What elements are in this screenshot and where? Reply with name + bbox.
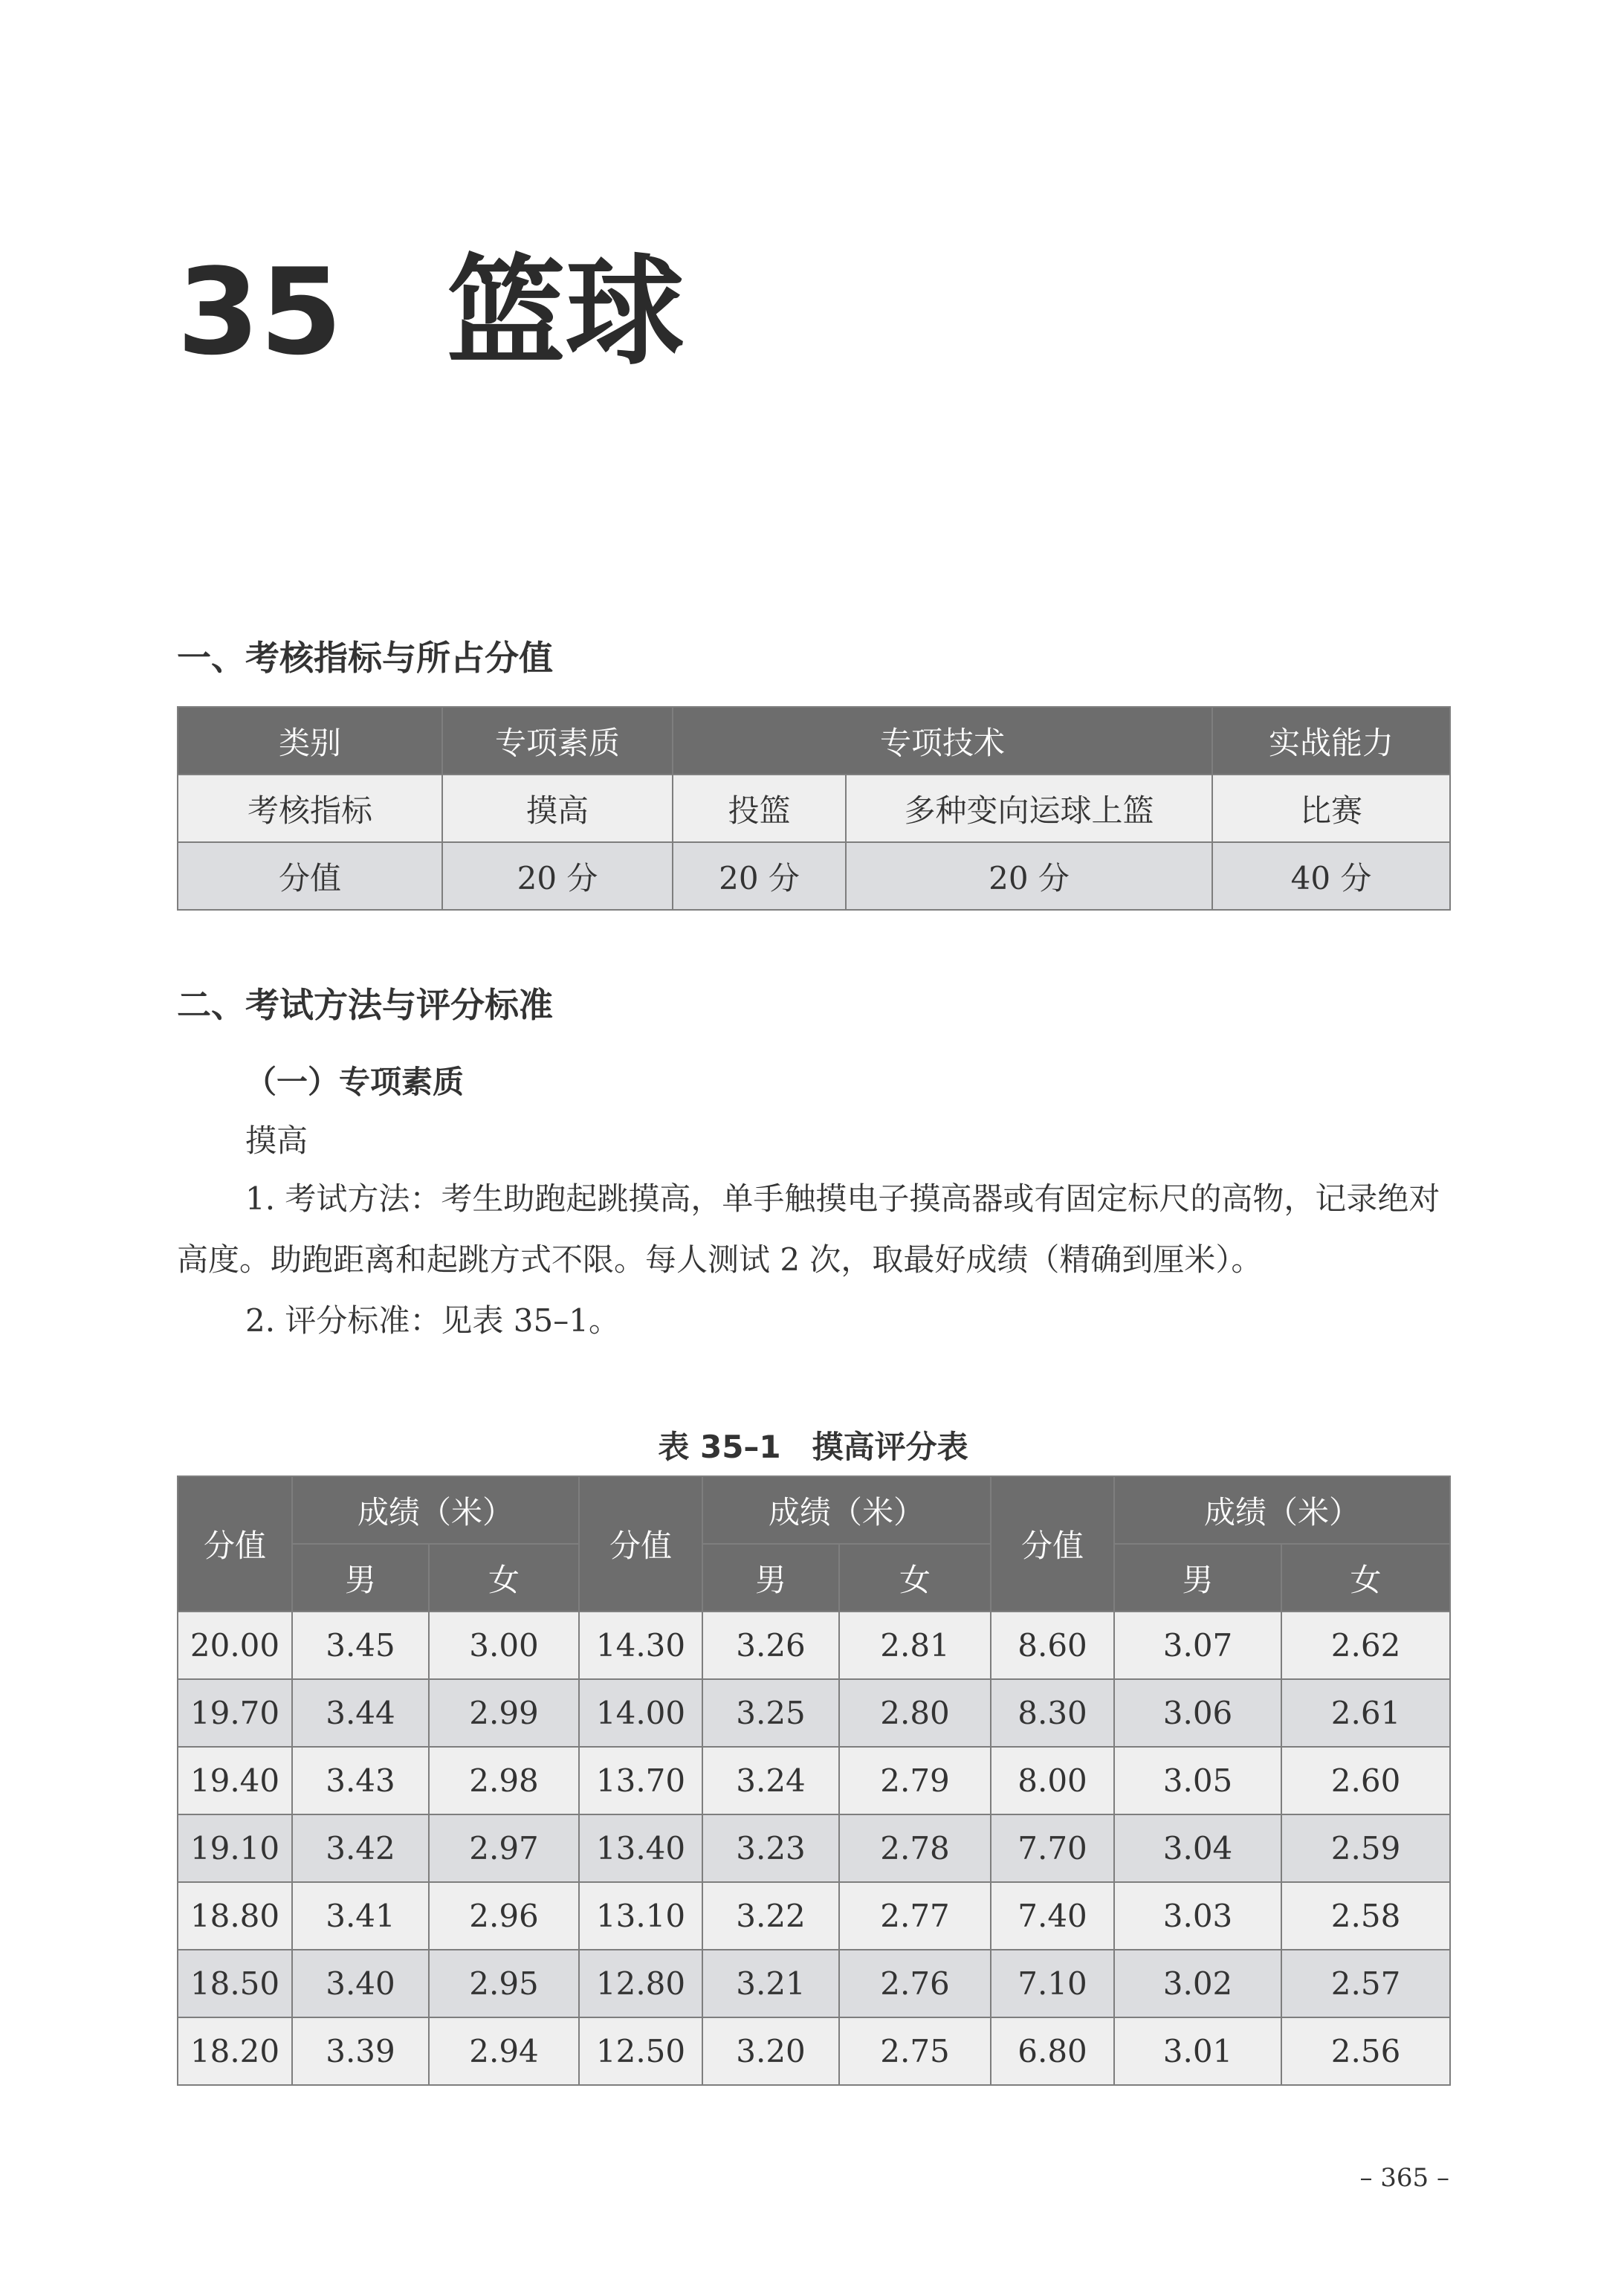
table-cell: 13.70	[579, 1747, 702, 1814]
table-cell: 18.80	[178, 1882, 292, 1950]
table-cell: 7.10	[991, 1950, 1114, 2017]
table-cell: 2.59	[1281, 1814, 1450, 1882]
table-cell: 18.50	[178, 1950, 292, 2017]
header-female: 女	[1281, 1544, 1450, 1612]
header-category: 类别	[178, 707, 442, 775]
indicator-row	[178, 775, 1450, 842]
table-cell: 13.40	[579, 1814, 702, 1882]
subsection-heading: （一）专项素质	[245, 1064, 465, 1100]
header-score: 分值	[991, 1476, 1114, 1612]
table-row	[178, 1679, 1450, 1747]
table-cell: 2.76	[839, 1950, 991, 2017]
table-cell: 3.02	[1114, 1950, 1281, 2017]
table-cell: 3.24	[702, 1747, 839, 1814]
table-cell: 2.99	[429, 1679, 579, 1747]
table-cell: 8.00	[991, 1747, 1114, 1814]
table-cell: 7.40	[991, 1882, 1114, 1950]
table-cell: 比赛	[1212, 775, 1450, 842]
table-cell: 2.56	[1281, 2017, 1450, 2085]
section-heading-methods: 二、考试方法与评分标准	[177, 985, 553, 1025]
header-male: 男	[1114, 1544, 1281, 1612]
table-cell: 19.10	[178, 1814, 292, 1882]
chapter-number: 35	[177, 242, 343, 381]
header-result: 成绩（米）	[1114, 1476, 1450, 1544]
table-row	[178, 2017, 1450, 2085]
score-row	[178, 842, 1450, 910]
table-cell: 2.79	[839, 1747, 991, 1814]
table-cell: 摸高	[442, 775, 673, 842]
table-cell: 8.60	[991, 1612, 1114, 1679]
score-table-header-row-2	[178, 1544, 1450, 1612]
table-caption: 表 35–1 摸高评分表	[658, 1429, 968, 1465]
table-cell: 2.98	[429, 1747, 579, 1814]
method-paragraph: 1. 考试方法：考生助跑起跳摸高，单手触摸电子摸高器或有固定标尺的高物，记录绝对高度。助跑距离和起跳方式不限。每人测试 2 次，取最好成绩（精确到厘米）。	[177, 1180, 1440, 1278]
table-cell: 考核指标	[178, 775, 442, 842]
table-cell: 2.60	[1281, 1747, 1450, 1814]
table-cell: 14.30	[579, 1612, 702, 1679]
table-cell: 8.30	[991, 1679, 1114, 1747]
header-result: 成绩（米）	[292, 1476, 579, 1544]
table-cell: 多种变向运球上篮	[846, 775, 1212, 842]
table-row	[178, 1747, 1450, 1814]
standard-paragraph: 2. 评分标准：见表 35–1。	[245, 1302, 620, 1339]
table-cell: 2.81	[839, 1612, 991, 1679]
header-combat-ability: 实战能力	[1212, 707, 1450, 775]
header-special-quality: 专项素质	[442, 707, 673, 775]
header-female: 女	[839, 1544, 991, 1612]
table-cell: 2.97	[429, 1814, 579, 1882]
table-row	[178, 1882, 1450, 1950]
table-cell: 3.40	[292, 1950, 429, 2017]
table-cell: 20 分	[673, 842, 846, 910]
table-cell: 3.26	[702, 1612, 839, 1679]
table-cell: 3.20	[702, 2017, 839, 2085]
table-row	[178, 1612, 1450, 1679]
header-male: 男	[292, 1544, 429, 1612]
header-result: 成绩（米）	[702, 1476, 991, 1544]
table-cell: 3.05	[1114, 1747, 1281, 1814]
table-cell: 3.00	[429, 1612, 579, 1679]
table-cell: 13.10	[579, 1882, 702, 1950]
header-female: 女	[429, 1544, 579, 1612]
table-cell: 3.41	[292, 1882, 429, 1950]
header-male: 男	[702, 1544, 839, 1612]
table-row	[178, 1950, 1450, 2017]
indicator-table-header	[178, 707, 1450, 775]
table-cell: 3.45	[292, 1612, 429, 1679]
table-cell: 19.40	[178, 1747, 292, 1814]
table-cell: 3.43	[292, 1747, 429, 1814]
table-cell: 3.04	[1114, 1814, 1281, 1882]
score-table-header-row-1	[178, 1476, 1450, 1544]
table-cell: 3.44	[292, 1679, 429, 1747]
table-cell: 19.70	[178, 1679, 292, 1747]
table-cell: 3.25	[702, 1679, 839, 1747]
table-cell: 20.00	[178, 1612, 292, 1679]
touch-height-score-table	[177, 1475, 1451, 2086]
table-cell: 7.70	[991, 1814, 1114, 1882]
table-cell: 20 分	[442, 842, 673, 910]
header-score: 分值	[579, 1476, 702, 1612]
table-cell: 6.80	[991, 2017, 1114, 2085]
table-cell: 3.06	[1114, 1679, 1281, 1747]
header-score: 分值	[178, 1476, 292, 1612]
table-cell: 2.61	[1281, 1679, 1450, 1747]
table-cell: 14.00	[579, 1679, 702, 1747]
chapter-name: 篮球	[446, 242, 685, 381]
table-cell: 20 分	[846, 842, 1212, 910]
indicator-table	[177, 706, 1451, 911]
table-cell: 3.21	[702, 1950, 839, 2017]
table-cell: 3.07	[1114, 1612, 1281, 1679]
table-cell: 3.01	[1114, 2017, 1281, 2085]
table-cell: 投篮	[673, 775, 846, 842]
section-heading-indicators: 一、考核指标与所占分值	[177, 638, 553, 678]
table-cell: 12.80	[579, 1950, 702, 2017]
table-cell: 2.95	[429, 1950, 579, 2017]
table-cell: 2.58	[1281, 1882, 1450, 1950]
table-cell: 2.78	[839, 1814, 991, 1882]
table-cell: 3.42	[292, 1814, 429, 1882]
table-row	[178, 1814, 1450, 1882]
table-cell: 2.96	[429, 1882, 579, 1950]
table-cell: 2.75	[839, 2017, 991, 2085]
item-title: 摸高	[245, 1122, 308, 1159]
table-cell: 2.62	[1281, 1612, 1450, 1679]
table-cell: 18.20	[178, 2017, 292, 2085]
table-cell: 12.50	[579, 2017, 702, 2085]
table-cell: 2.77	[839, 1882, 991, 1950]
table-cell: 3.03	[1114, 1882, 1281, 1950]
table-cell: 2.94	[429, 2017, 579, 2085]
table-cell: 3.23	[702, 1814, 839, 1882]
page-number: – 365 –	[1359, 2163, 1449, 2193]
table-cell: 40 分	[1212, 842, 1450, 910]
chapter-title	[177, 242, 685, 381]
score-table-body	[178, 1612, 1450, 2085]
table-cell: 分值	[178, 842, 442, 910]
header-special-skill: 专项技术	[673, 707, 1212, 775]
table-cell: 2.80	[839, 1679, 991, 1747]
table-cell: 2.57	[1281, 1950, 1450, 2017]
table-cell: 3.39	[292, 2017, 429, 2085]
table-cell: 3.22	[702, 1882, 839, 1950]
